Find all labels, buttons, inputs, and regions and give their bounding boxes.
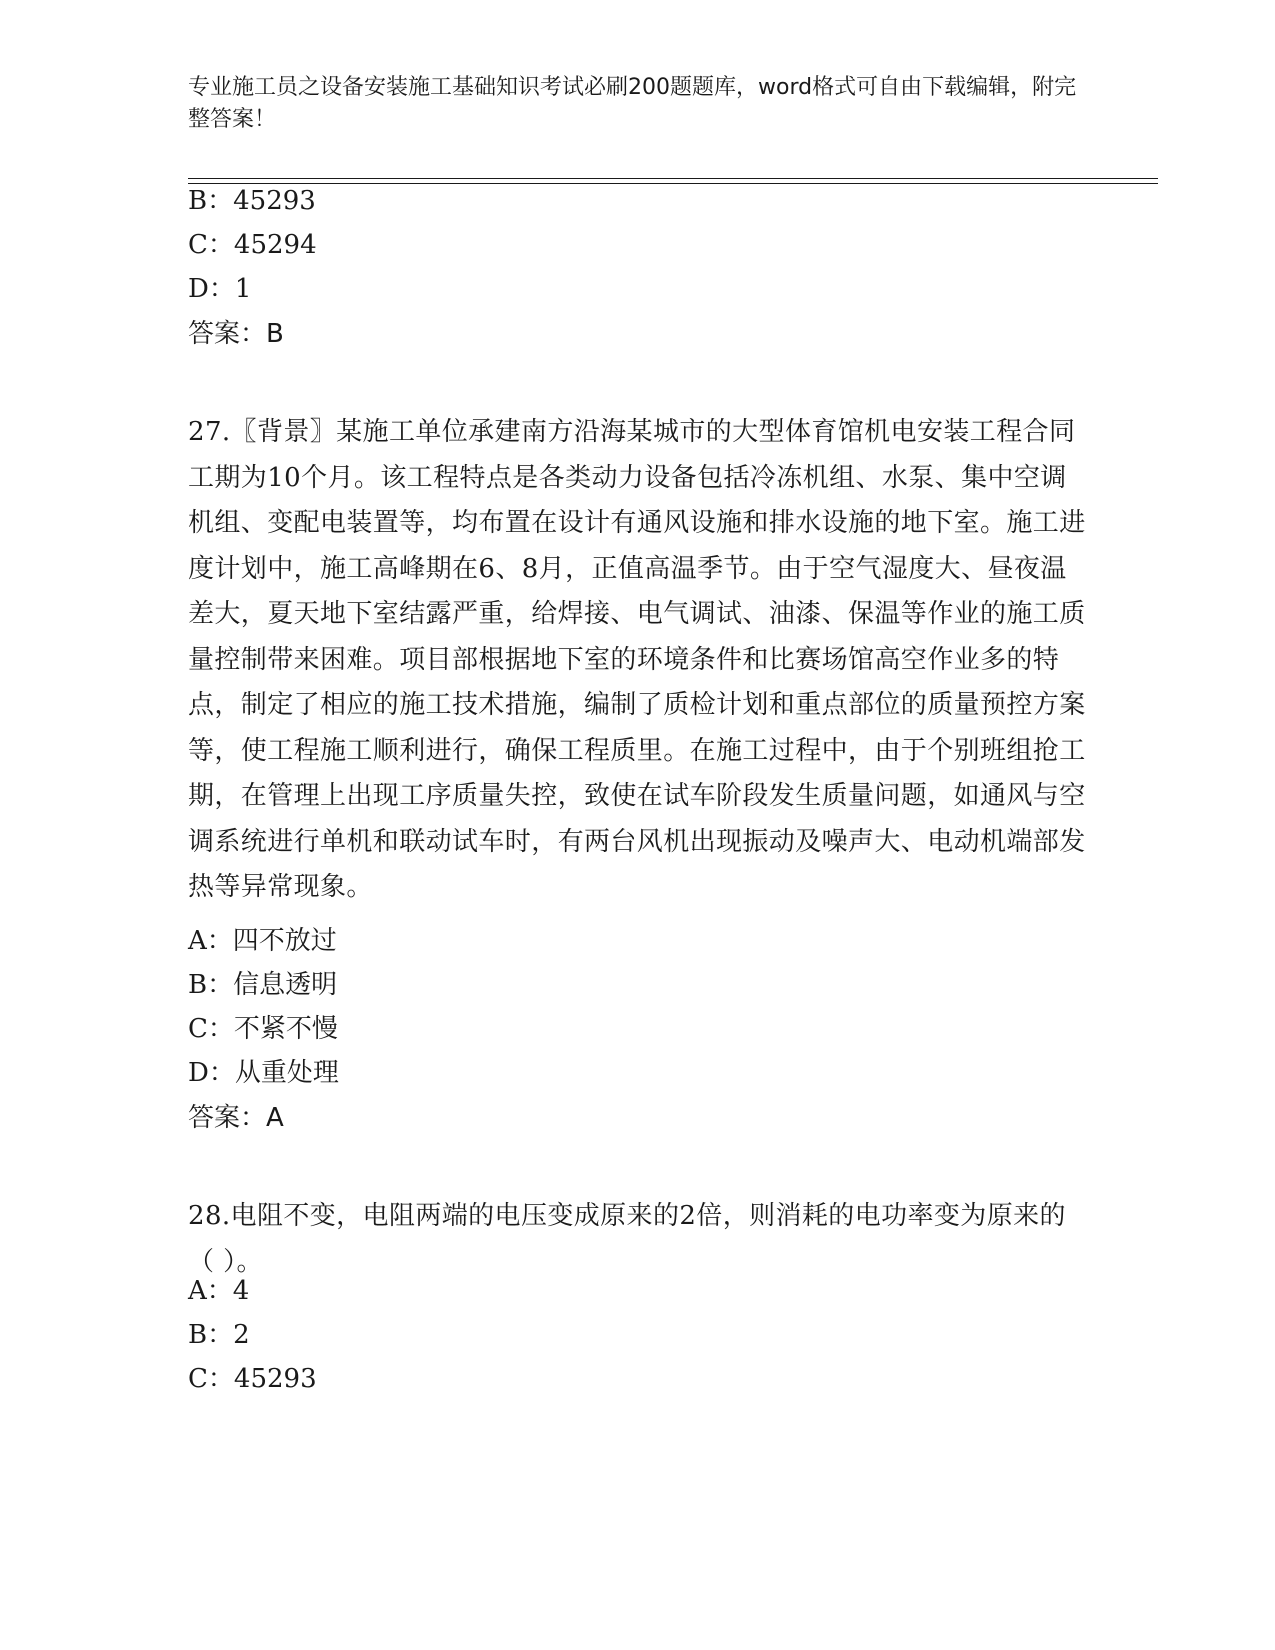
option-text: 从重处理 bbox=[234, 1058, 339, 1088]
q28-option-a: A：4 bbox=[188, 1276, 250, 1306]
option-label: B bbox=[188, 186, 208, 216]
option-text: 45293 bbox=[233, 186, 316, 216]
q27-option-b: B：信息透明 bbox=[188, 970, 338, 1000]
option-text: 4 bbox=[232, 1276, 250, 1306]
prev-option-d: D：1 bbox=[188, 274, 252, 304]
q27-option-d: D：从重处理 bbox=[188, 1058, 339, 1088]
header-title: 专业施工员之设备安装施工基础知识考试必刷200题题库，word格式可自由下载编辑，附完整答案！ bbox=[188, 75, 1077, 132]
header-rule-top bbox=[188, 178, 1158, 179]
q27-answer: 答案：A bbox=[188, 1103, 284, 1133]
question-28-text: 28.电阻不变，电阻两端的电压变成原来的2倍，则消耗的电功率变为原来的（ ）。 bbox=[188, 1201, 1066, 1277]
option-text: 信息透明 bbox=[233, 970, 338, 1000]
q28-option-b: B：2 bbox=[188, 1320, 250, 1350]
option-label: C bbox=[188, 1014, 208, 1044]
option-text: 45294 bbox=[233, 230, 317, 260]
option-label: C bbox=[188, 230, 208, 260]
option-label: A bbox=[188, 926, 207, 956]
option-text: 四不放过 bbox=[232, 926, 337, 956]
option-text: 1 bbox=[234, 274, 252, 304]
document-header bbox=[188, 72, 1088, 136]
q27-option-a: A：四不放过 bbox=[188, 926, 337, 956]
option-text: 2 bbox=[233, 1320, 250, 1350]
option-label: B bbox=[188, 970, 208, 1000]
q28-option-c: C：45293 bbox=[188, 1364, 317, 1394]
question-27-text: 27.〖背景〗某施工单位承建南方沿海某城市的大型体育馆机电安装工程合同工期为10个月。该工程特点是各类动力设备包括冷冻机组、水泵、集中空调机组、变配电装置等，均布置在设计有通风设施和排水设施的地下室。施工进度计划中，施工高峰期在6、8月，正值高温季节。由于空气湿度大、昼夜温差大，夏天地下室结露严重，给焊接、电气调试、油漆、保温等作业的施工质量控制带来困难。项目部根据地下室的环境条件和比赛场馆高空作业多的特点，制定了相应的施工技术措施，编制了质检计划和重点部位的质量预控方案等，使工程施工顺利进行，确保工程质里。在施工过程中，由于个别班组抢工期，在管理上出现工序质量失控，致使在试车阶段发生质量问题，如通风与空调系统进行单机和联动试车时，有两台风机出现振动及噪声大、电动机端部发热等异常现象。 bbox=[188, 417, 1086, 902]
option-label: B bbox=[188, 1320, 208, 1350]
q27-option-c: C：不紧不慢 bbox=[188, 1014, 338, 1044]
option-text: 不紧不慢 bbox=[233, 1014, 338, 1044]
option-label: C bbox=[188, 1364, 208, 1394]
option-label: D bbox=[188, 1058, 209, 1088]
prev-option-b: B：45293 bbox=[188, 186, 316, 216]
header-rule-bottom bbox=[188, 183, 1158, 184]
option-label: D bbox=[188, 274, 209, 304]
option-text: 45293 bbox=[233, 1364, 317, 1394]
prev-answer: 答案：B bbox=[188, 319, 284, 349]
prev-option-c: C：45294 bbox=[188, 230, 317, 260]
option-label: A bbox=[188, 1276, 207, 1306]
